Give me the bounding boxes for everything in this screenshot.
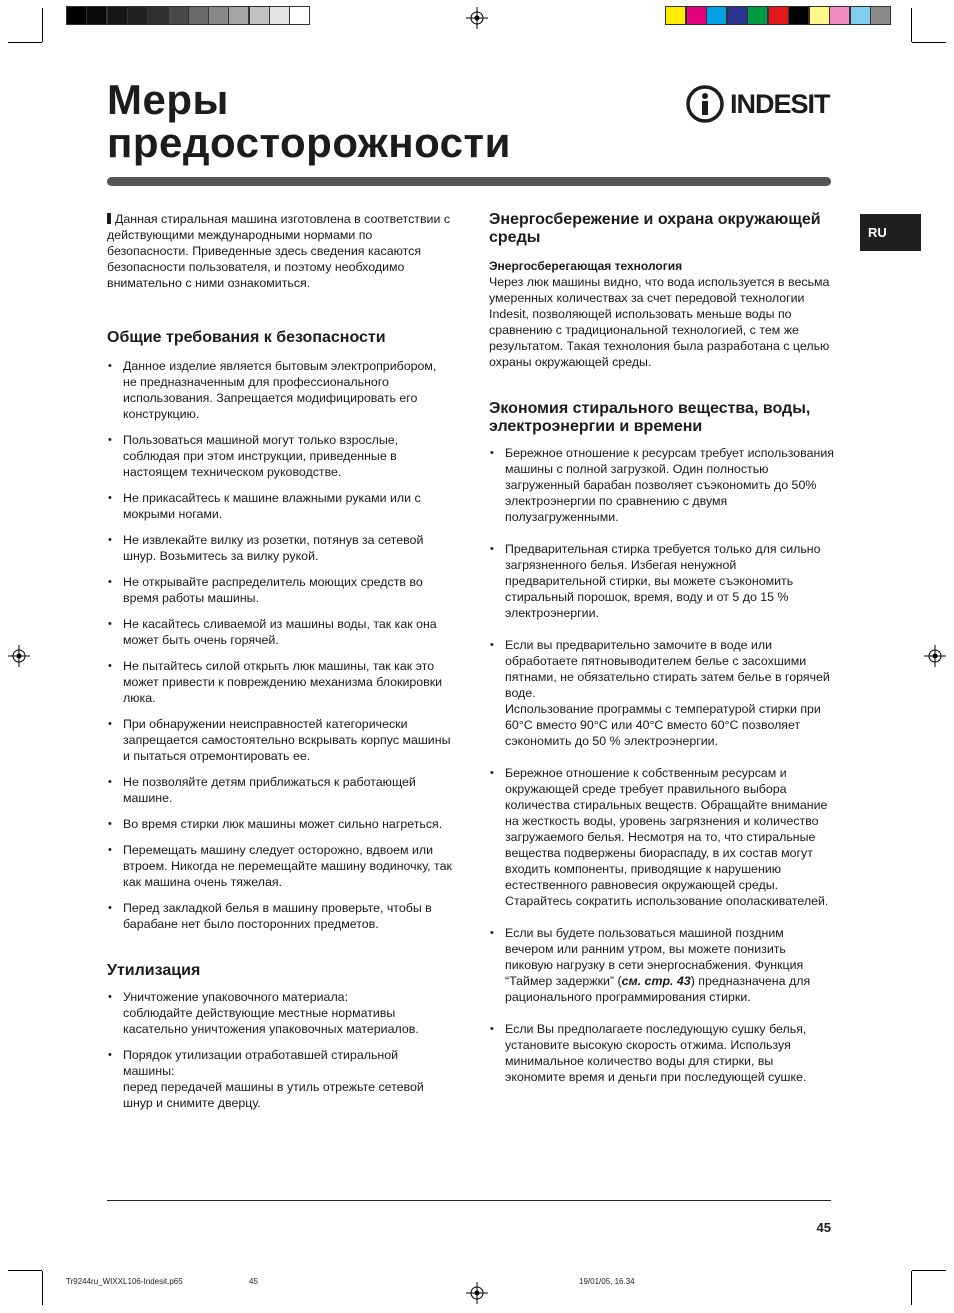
gray-swatch — [107, 6, 128, 25]
economy-5-text: Если вы будете пользоваться машиной поздним вечером или ранним утром, вы можете понизить пиковую нагрузку в сети энергоснабжения. Функция “Таймер задержки” ( — [505, 926, 804, 988]
color-swatch — [706, 6, 727, 25]
page-title — [107, 78, 511, 164]
gray-swatch — [228, 6, 249, 25]
list-item: • Не открывайте распределитель моющих средств во время работы машины. — [107, 574, 452, 606]
gray-swatch — [208, 6, 229, 25]
gray-swatch — [147, 6, 168, 25]
economy-5-text-end: ) предназначена для рационального программирования стирки. — [505, 974, 811, 1004]
economy-3-note: Использование программы с температурой стирки при 60°С вместо 90°С или 40°С вместо 60°С позволяет сэкономить до 50 % электроэнергии. — [505, 702, 821, 748]
energy-subheading: Энергосберегающая технология — [489, 259, 683, 273]
disposal-list — [107, 989, 452, 1111]
color-swatch — [809, 6, 830, 25]
file-name: Tr9244ru_WIXXL106-Indesit.p65 — [66, 1277, 183, 1286]
disposal-2-title: Порядок утилизации отработавшей стиральной машины: — [123, 1048, 399, 1078]
list-item — [489, 925, 834, 1005]
list-item — [489, 637, 834, 749]
list-item: • Если Вы предполагаете последующую сушку белья, установите высокую скорость отжима. Используя минимальное количество воды для стирки, вы экономите время и деньги при последующей сушке. — [489, 1021, 834, 1085]
crop-mark — [42, 1271, 43, 1305]
list-item: • Перед закладкой белья в машину проверьте, чтобы в барабане нет было посторонних предметов. — [107, 900, 452, 932]
crop-mark — [8, 1270, 42, 1271]
brand-logo — [686, 84, 830, 124]
intro-paragraph — [107, 211, 452, 291]
print-timestamp: 19/01/05, 16.34 — [579, 1277, 635, 1286]
header-rule — [107, 177, 831, 186]
gray-swatch — [127, 6, 148, 25]
crop-mark — [911, 8, 912, 42]
list-item: • Данное изделие является бытовым электроприбором, не предназначенным для профессионального использования. Запрещается модифицировать его конструкцию. — [107, 358, 452, 422]
page-number: 45 — [816, 1220, 831, 1235]
gray-swatch — [289, 6, 310, 25]
list-item — [107, 989, 452, 1037]
file-page-number: 45 — [249, 1277, 258, 1286]
registration-mark-icon — [924, 645, 946, 667]
disposal-1-text: соблюдайте действующие местные нормативы касательно уничтожения упаковочных материалов. — [123, 1006, 419, 1036]
page-title-line2: предосторожности — [107, 119, 511, 166]
crop-mark — [911, 1271, 912, 1305]
indesit-logo-icon — [686, 85, 724, 123]
disposal-1-title: Уничтожение упаковочного материала: — [123, 990, 349, 1004]
energy-heading: Энергосбережение и охрана окружающей среды — [489, 211, 821, 246]
list-item: • Предварительная стирка требуется только для сильно загрязненного белья. Избегая ненужной предварительной стирки, вы можете съэкономить стиральный порошок, время, воду и от 5 до 15 % электроэнергии. — [489, 541, 834, 621]
color-swatch — [850, 6, 871, 25]
energy-paragraph: Через люк машины видно, что вода используется в весьма умеренных количествах за счет передовой технологии Indesit, позволяющей использовать меньше воды по сравнению с традициональной технологией, с тем же результатом. Такая технолония была разработана с целью охраны окружающей среды. — [489, 275, 830, 369]
disposal-2-text: перед передачей машины в утиль отрежьте сетевой шнур и снимите дверцу. — [123, 1080, 424, 1110]
crop-mark — [912, 42, 946, 43]
color-swatch — [665, 6, 686, 25]
color-swatch — [768, 6, 789, 25]
right-column — [489, 211, 834, 1085]
list-item: • Не пытайтесь силой открыть люк машины, так как это может привести к повреждению механизма блокировки люка. — [107, 658, 452, 706]
registration-mark-icon — [466, 7, 488, 29]
gray-swatch — [66, 6, 87, 25]
crop-mark — [42, 8, 43, 42]
list-item: • Пользоваться машиной могут только взрослые, соблюдая при этом инструкции, приведенные в настоящем техническом руководстве. — [107, 432, 452, 480]
safety-heading: Общие требования к безопасности — [107, 329, 386, 346]
page-title-line1: Меры — [107, 76, 229, 123]
footer-rule — [107, 1200, 831, 1201]
color-swatch — [686, 6, 707, 25]
color-swatch — [870, 6, 891, 25]
left-column — [107, 211, 452, 1111]
gray-swatch — [249, 6, 270, 25]
economy-heading: Экономия стирального вещества, воды, электроэнергии и времени — [489, 400, 811, 435]
safety-list — [107, 358, 452, 932]
list-item: • Не касайтесь сливаемой из машины воды, так как она может быть очень горячей. — [107, 616, 452, 648]
paragraph-marker-icon — [107, 213, 111, 224]
color-swatch — [788, 6, 809, 25]
list-item: • Бережное отношение к ресурсам требует использования машины с полной загрузкой. Один полностью загруженный барабан позволяет съэкономить до 50% электроэнергии по сравнению с двумя полузагруженными. — [489, 445, 834, 525]
list-item: • Не извлекайте вилку из розетки, потянув за сетевой шнур. Возьмитесь за вилку рукой. — [107, 532, 452, 564]
brand-name: INDESIT — [730, 88, 830, 119]
gray-swatch — [168, 6, 189, 25]
registration-mark-icon — [8, 645, 30, 667]
gray-swatch — [188, 6, 209, 25]
disposal-heading: Утилизация — [107, 962, 201, 979]
economy-3-text: Если вы предварительно замочите в воде или обработаете пятновыводителем белье с засохшими пятнами, не обязательно стирать затем белье в горячей воде. — [505, 638, 830, 700]
language-badge: RU — [860, 214, 921, 251]
gray-swatch — [269, 6, 290, 25]
color-swatch — [747, 6, 768, 25]
crop-mark — [8, 42, 42, 43]
page-reference-link[interactable]: см. стр. 43 — [621, 974, 691, 988]
list-item: • При обнаружении неисправностей категорически запрещается самостоятельно вскрывать корпус машины и пытаться отремонтировать ее. — [107, 716, 452, 764]
registration-mark-icon — [466, 1282, 488, 1304]
list-item — [107, 1047, 452, 1111]
list-item: • Не позволяйте детям приближаться к работающей машине. — [107, 774, 452, 806]
color-swatch — [727, 6, 748, 25]
intro-text: Данная стиральная машина изготовлена в соответствии с действующими международными нормами по безопасности. Приведенные здесь сведения касаются безопасности пользователя, и поэтому необходимо внимательно с ними ознакомиться. — [107, 212, 451, 290]
gray-swatch — [86, 6, 107, 25]
crop-mark — [912, 1270, 946, 1271]
list-item: • Бережное отношение к собственным ресурсам и окружающей среде требует правильного выбора количества стиральных веществ. Обращайте внимание на жесткость воды, уровень загрязнения и количество загружаемого белья. Несмотря на то, что стиральные вещества подвержены биораспаду, в их состав могут входить компоненты, приводящие к нарушению естественного равновесия окружающей среды. Старайтесь сократить использование ополаскивателей. — [489, 765, 834, 909]
list-item: • Перемещать машину следует осторожно, вдвоем или втроем. Никогда не перемещайте машину водиночку, так как машина очень тяжелая. — [107, 842, 452, 890]
economy-list — [489, 445, 834, 1085]
list-item: • Во время стирки люк машины может сильно нагреться. — [107, 816, 452, 832]
list-item: • Не прикасайтесь к машине влажными руками или с мокрыми ногами. — [107, 490, 452, 522]
color-swatch — [829, 6, 850, 25]
